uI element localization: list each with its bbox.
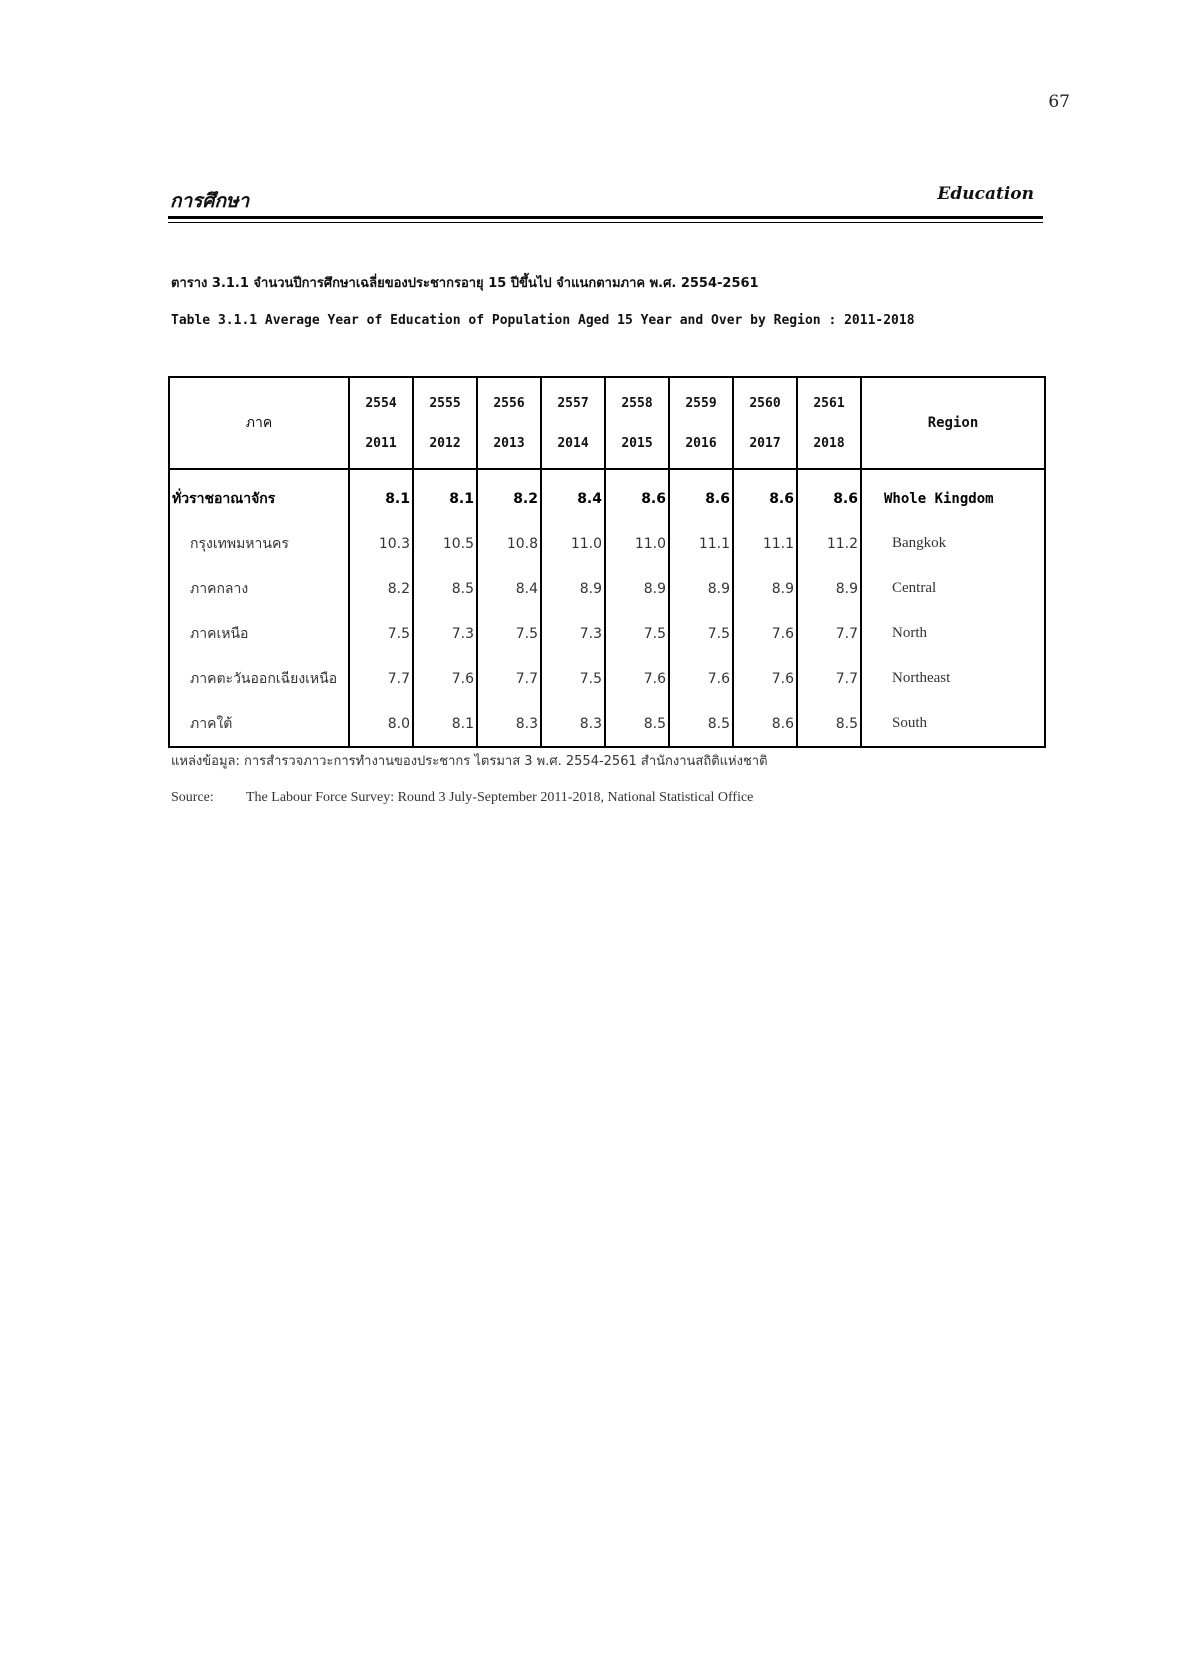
education-table <box>168 376 1046 748</box>
value-cell: 8.6 <box>733 469 797 521</box>
value-cell: 8.9 <box>733 566 797 611</box>
year-ad-header: 2018 <box>797 423 861 469</box>
value-cell: 7.3 <box>413 611 477 656</box>
year-ad-header: 2013 <box>477 423 541 469</box>
year-be-header: 2556 <box>477 377 541 423</box>
value-cell: 10.3 <box>349 521 413 566</box>
value-cell: 7.7 <box>797 611 861 656</box>
source-text: The Labour Force Survey: Round 3 July-September 2011-2018, National Statistical Office <box>246 790 754 805</box>
value-cell: 8.9 <box>541 566 605 611</box>
value-cell: 7.6 <box>733 611 797 656</box>
value-cell: 7.7 <box>349 656 413 701</box>
table-row-north <box>169 611 1045 656</box>
value-cell: 11.1 <box>669 521 733 566</box>
table-row-bangkok <box>169 521 1045 566</box>
table-caption-english: Table 3.1.1 Average Year of Education of Population Aged 15 Year and Over by Region : 2011-2018 <box>171 313 915 328</box>
value-cell: 11.0 <box>541 521 605 566</box>
value-cell: 10.5 <box>413 521 477 566</box>
source-note-thai: แหล่งข้อมูล: การสำรวจภาวะการทำงานของประชากร ไตรมาส 3 พ.ศ. 2554-2561 สำนักงานสถิติแห่งชาติ <box>171 754 768 769</box>
region-name-english: Whole Kingdom <box>861 469 1045 521</box>
region-name-thai: ทั่วราชอาณาจักร <box>169 469 349 521</box>
region-name-english: Bangkok <box>861 521 1045 566</box>
column-header-region-english: Region <box>861 377 1045 469</box>
value-cell: 7.5 <box>349 611 413 656</box>
value-cell: 10.8 <box>477 521 541 566</box>
value-cell: 7.7 <box>477 656 541 701</box>
value-cell: 7.6 <box>413 656 477 701</box>
year-ad-header: 2017 <box>733 423 797 469</box>
table-header <box>169 377 1045 469</box>
value-cell: 8.6 <box>733 701 797 747</box>
value-cell: 11.1 <box>733 521 797 566</box>
page-number: 67 <box>1048 92 1070 112</box>
value-cell: 7.7 <box>797 656 861 701</box>
table-caption-thai: ตาราง 3.1.1 จำนวนปีการศึกษาเฉลี่ยของประชากรอายุ 15 ปีขึ้นไป จำแนกตามภาค พ.ศ. 2554-2561 <box>171 276 759 291</box>
value-cell: 7.5 <box>477 611 541 656</box>
column-header-region-thai: ภาค <box>169 377 349 469</box>
year-be-header: 2557 <box>541 377 605 423</box>
value-cell: 8.6 <box>797 469 861 521</box>
header-rule-thin <box>168 222 1043 223</box>
value-cell: 8.5 <box>797 701 861 747</box>
year-ad-header: 2016 <box>669 423 733 469</box>
year-be-header: 2555 <box>413 377 477 423</box>
year-be-header: 2560 <box>733 377 797 423</box>
region-name-thai: ภาคใต้ <box>169 701 349 747</box>
value-cell: 8.1 <box>413 469 477 521</box>
source-note-english <box>171 790 753 806</box>
value-cell: 11.2 <box>797 521 861 566</box>
source-label: Source: <box>171 790 214 805</box>
year-ad-header: 2011 <box>349 423 413 469</box>
region-name-english: South <box>861 701 1045 747</box>
value-cell: 8.9 <box>669 566 733 611</box>
value-cell: 8.4 <box>541 469 605 521</box>
value-cell: 8.1 <box>413 701 477 747</box>
region-name-english: Northeast <box>861 656 1045 701</box>
year-be-header: 2561 <box>797 377 861 423</box>
region-name-english: North <box>861 611 1045 656</box>
region-name-english: Central <box>861 566 1045 611</box>
year-ad-header: 2015 <box>605 423 669 469</box>
value-cell: 8.4 <box>477 566 541 611</box>
year-be-header: 2554 <box>349 377 413 423</box>
table-row-south <box>169 701 1045 747</box>
value-cell: 8.0 <box>349 701 413 747</box>
value-cell: 8.2 <box>349 566 413 611</box>
value-cell: 7.5 <box>669 611 733 656</box>
region-name-thai: ภาคกลาง <box>169 566 349 611</box>
year-ad-header: 2014 <box>541 423 605 469</box>
value-cell: 7.6 <box>733 656 797 701</box>
value-cell: 7.5 <box>541 656 605 701</box>
region-name-thai: ภาคตะวันออกเฉียงเหนือ <box>169 656 349 701</box>
value-cell: 8.3 <box>541 701 605 747</box>
value-cell: 7.5 <box>605 611 669 656</box>
year-ad-header: 2012 <box>413 423 477 469</box>
value-cell: 8.5 <box>669 701 733 747</box>
value-cell: 8.6 <box>605 469 669 521</box>
table-row-central <box>169 566 1045 611</box>
year-be-header: 2558 <box>605 377 669 423</box>
value-cell: 8.3 <box>477 701 541 747</box>
table-row-whole-kingdom <box>169 469 1045 521</box>
table-row-northeast <box>169 656 1045 701</box>
value-cell: 8.2 <box>477 469 541 521</box>
value-cell: 8.1 <box>349 469 413 521</box>
value-cell: 8.9 <box>797 566 861 611</box>
section-title-thai: การศึกษา <box>170 190 250 212</box>
value-cell: 8.9 <box>605 566 669 611</box>
value-cell: 7.6 <box>669 656 733 701</box>
table-body <box>169 469 1045 747</box>
value-cell: 8.5 <box>413 566 477 611</box>
value-cell: 8.6 <box>669 469 733 521</box>
header-rule-thick <box>168 216 1043 219</box>
value-cell: 7.3 <box>541 611 605 656</box>
region-name-thai: ภาคเหนือ <box>169 611 349 656</box>
value-cell: 8.5 <box>605 701 669 747</box>
region-name-thai: กรุงเทพมหานคร <box>169 521 349 566</box>
value-cell: 7.6 <box>605 656 669 701</box>
value-cell: 11.0 <box>605 521 669 566</box>
section-title-english: Education <box>937 184 1034 204</box>
year-be-header: 2559 <box>669 377 733 423</box>
